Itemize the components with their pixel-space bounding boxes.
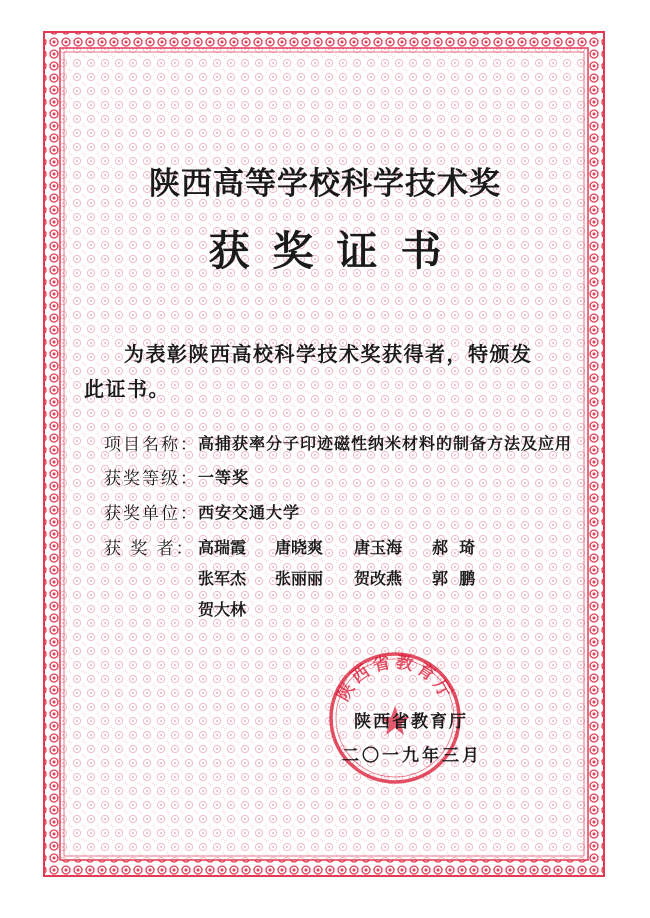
winner-name: 贺改燕	[354, 569, 403, 588]
project-value: 高捕获率分子印迹磁性纳米材料的制备方法及应用	[198, 434, 573, 453]
winner-name: 张丽丽	[275, 569, 324, 588]
winner-name: 唐晓爽	[275, 538, 324, 557]
statement-line-2: 此证书。	[84, 377, 170, 401]
certificate-title: 获奖证书	[208, 227, 465, 275]
svg-text:陕西省教育厅: 陕西省教育厅	[333, 652, 457, 705]
winner-name: 贺大林	[198, 600, 247, 619]
winner-name: 张军杰	[198, 569, 247, 588]
winners-label: 获 奖 者：	[104, 539, 195, 559]
winner-name: 郭 鹏	[432, 569, 476, 588]
statement-line-1: 为表彰陕西高校科学技术奖获得者，特颁发	[124, 342, 533, 366]
award-name: 陕西高等学校科学技术奖	[149, 166, 501, 202]
winner-name: 唐玉海	[354, 538, 403, 557]
project-label: 项目名称：	[104, 435, 199, 455]
issuer-name: 陕西省教育厅	[354, 712, 468, 732]
grade-label: 获奖等级：	[104, 469, 199, 489]
grade-value: 一等奖	[198, 468, 250, 487]
winner-name: 高瑞霞	[198, 538, 247, 557]
issue-date: 二〇一九年三月	[342, 746, 482, 766]
unit-value: 西安交通大学	[198, 503, 301, 522]
winner-name: 郝 琦	[432, 538, 476, 557]
unit-label: 获奖单位：	[104, 504, 199, 524]
